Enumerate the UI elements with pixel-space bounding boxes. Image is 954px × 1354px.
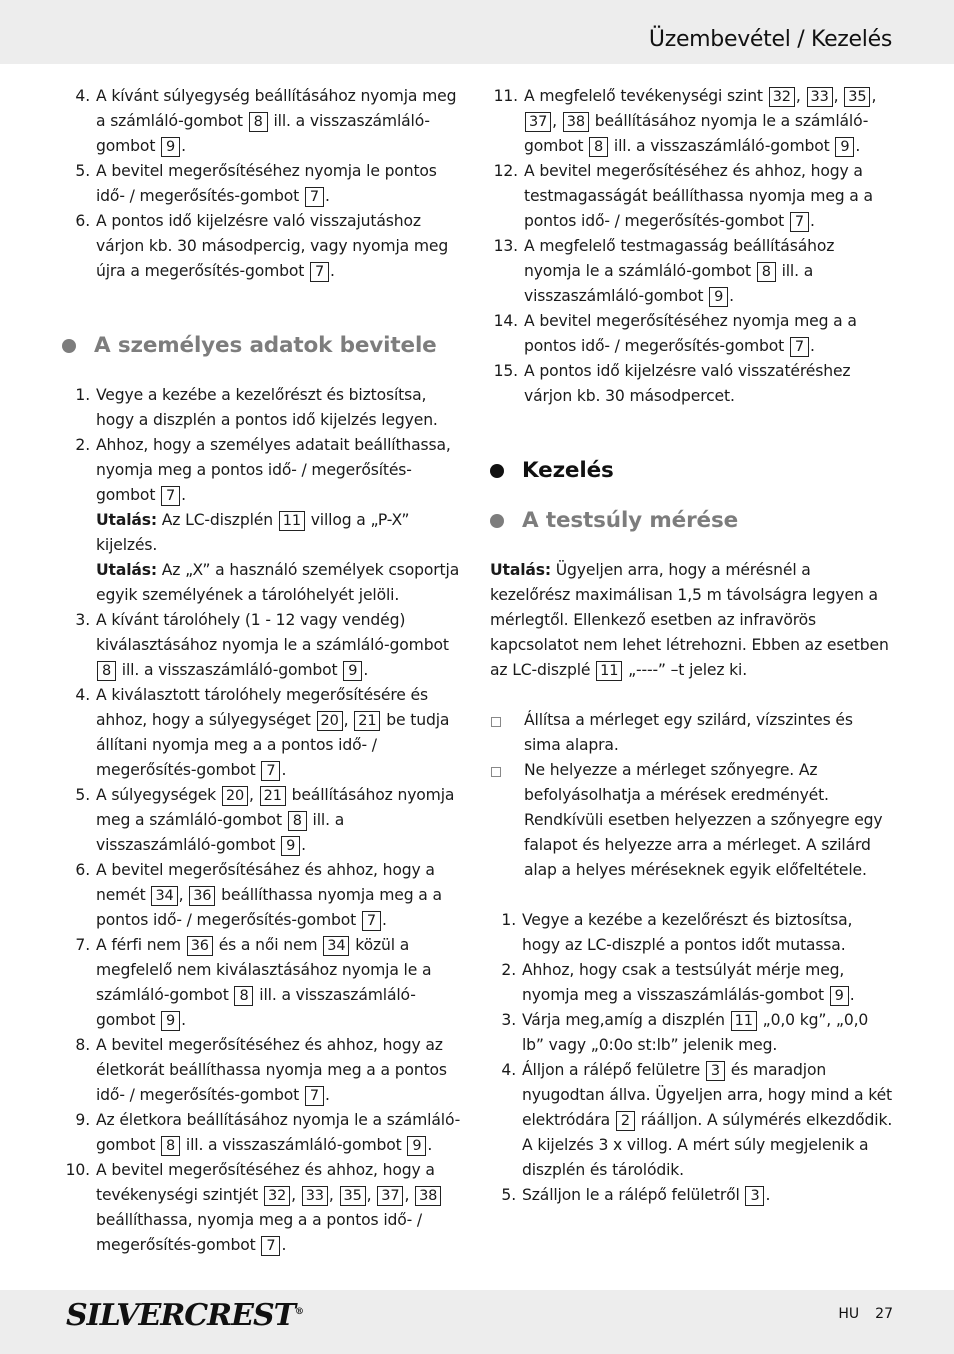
part-number-box: 32 [769, 87, 795, 107]
part-number-box: 38 [415, 1186, 441, 1206]
text-run: Az „X” a használó személyek csoportja egyik személyének a tárolóhelyét jelöli. [96, 561, 460, 604]
text-run: A pontos idő kijelzésre való visszatéréshez várjon kb. 30 másodpercet. [524, 362, 851, 405]
text-run: közül a megfelelő nem kiválasztásához nyomja le a számláló-gombot [96, 936, 432, 1004]
text-run: A kiválasztott tárolóhely megerősítésére és ahhoz, hogy a súlyegységet [96, 686, 428, 729]
text-run: villog a „P-X” kijelzés. [96, 511, 410, 554]
list-item [490, 159, 894, 234]
part-number-box: 21 [354, 711, 380, 731]
item-number: 5. [501, 1186, 516, 1204]
text-run: . [809, 337, 815, 355]
text-run: ill. a visszaszámláló-gombot [96, 811, 345, 854]
personal-data-steps [62, 383, 468, 1258]
list-item [62, 159, 468, 209]
section-heading-personal-data [62, 332, 468, 360]
item-text [96, 159, 468, 209]
steps-list-continued [62, 84, 468, 284]
page-title: Üzembevétel / Kezelés [648, 27, 892, 52]
part-number-box: 8 [97, 661, 116, 681]
text-run: beállításához nyomja meg a számláló-gombot [96, 786, 455, 829]
text-run: A pontos idő kijelzésre való visszajutáshoz várjon kb. 30 másodpercig, vagy nyomja meg újra a megerősítés-gombot [96, 212, 449, 280]
item-number: 13. [493, 237, 518, 255]
text-run: A férfi nem [96, 936, 186, 954]
list-item [62, 433, 468, 608]
text-run: A bevitel megerősítéséhez és ahhoz, hogy a testmagasságát beállíthassa nyomja meg a a pontos idő- / megerősítés-gombot [524, 162, 873, 230]
text-run: . [281, 1236, 287, 1254]
brand-text: SILVERCREST [66, 1298, 295, 1333]
text-run: , [833, 87, 844, 105]
text-run: Szálljon le a rálépő felületről [522, 1186, 745, 1204]
part-number-box: 7 [261, 1236, 280, 1256]
item-text [524, 309, 894, 359]
text-run: . [181, 486, 186, 504]
text-run: , [871, 87, 877, 105]
measurement-note [490, 558, 894, 683]
list-item [62, 783, 468, 858]
square-bullet-icon [490, 758, 524, 883]
part-number-box: 7 [305, 187, 324, 207]
text-run: Várja meg,amíg a diszplén [522, 1011, 730, 1029]
text-run: ill. a visszaszámláló-gombot [117, 661, 343, 679]
part-number-box: 35 [844, 87, 870, 107]
item-text [96, 84, 468, 159]
item-number: 14. [493, 312, 518, 330]
item-number: 3. [501, 1011, 516, 1029]
item-text [522, 908, 894, 958]
item-text [96, 1108, 468, 1158]
part-number-box: 7 [305, 1086, 324, 1106]
item-number: 4. [75, 686, 90, 704]
text-run: beállításához nyomja le a számláló-gombot [524, 112, 869, 155]
part-number-box: 9 [830, 986, 849, 1006]
text-run: Álljon a rálépő felületre [522, 1061, 705, 1079]
part-number-box: 34 [151, 886, 177, 906]
text-run: . [855, 137, 861, 155]
text-run: . [324, 187, 330, 205]
part-number-box: 2 [616, 1111, 635, 1131]
part-number-box: 38 [563, 112, 589, 132]
list-item [62, 383, 468, 433]
text-run: . [363, 661, 369, 679]
list-item [62, 1158, 468, 1258]
part-number-box: 7 [790, 212, 809, 232]
part-number-box: 9 [343, 661, 362, 681]
heading-text: A testsúly mérése [522, 508, 739, 533]
item-text [524, 84, 894, 159]
text-run: . [301, 836, 306, 854]
heading-text: A személyes adatok bevitele [94, 333, 437, 358]
list-item [490, 234, 894, 309]
list-item [62, 84, 468, 159]
text-run: Ahhoz, hogy a személyes adatait beállíthassa, nyomja meg a pontos idő- / megerősítés-gombot [96, 436, 451, 504]
text-run: A bevitel megerősítéséhez és ahhoz, hogy az életkorát beállíthassa nyomja meg a a pontos idő- / megerősítés-gombot [96, 1036, 447, 1104]
bullet-text: Ne helyezze a mérleget szőnyegre. Az befolyásolhatja a mérések eredményét. Rendkívüli esetben helyezzen a szőnyegre egy falapot és helyezze arra a mérleget. A szilárd alap a helyes méréseknek egyik előfeltétele. [524, 761, 883, 879]
part-number-box: 3 [745, 1186, 764, 1206]
item-number: 12. [493, 162, 518, 180]
part-number-box: 7 [790, 337, 809, 357]
item-text [524, 234, 894, 309]
part-number-box: 11 [731, 1011, 757, 1031]
text-run: Vegye a kezébe a kezelőrészt és biztosítsa, hogy az LC-diszplé a pontos időt mutassa. [522, 911, 853, 954]
part-number-box: 9 [407, 1136, 426, 1156]
list-item [490, 309, 894, 359]
item-text [96, 608, 468, 683]
page-info [822, 1306, 893, 1322]
text-run: , [366, 1186, 377, 1204]
text-run: . [849, 986, 855, 1004]
item-number: 15. [493, 362, 518, 380]
item-number: 7. [75, 936, 90, 954]
placement-bullets [490, 708, 894, 883]
part-number-box: 36 [187, 936, 213, 956]
text-run: ill. a visszaszámláló-gombot [96, 112, 430, 155]
part-number-box: 3 [706, 1061, 725, 1081]
text-run: „----” –t jelez ki. [623, 661, 748, 679]
section-heading-operation [490, 457, 894, 485]
note-label: Utalás: [490, 561, 551, 579]
text-run: A súlyegységek [96, 786, 221, 804]
list-item [62, 933, 468, 1033]
part-number-box: 8 [288, 811, 307, 831]
part-number-box: 33 [807, 87, 833, 107]
item-number: 10. [65, 1161, 90, 1179]
item-number: 6. [75, 861, 90, 879]
part-number-box: 20 [317, 711, 343, 731]
list-item [62, 858, 468, 933]
text-run: A bevitel megerősítéséhez nyomja meg a a pontos idő- / megerősítés-gombot [524, 312, 857, 355]
page-number: 27 [875, 1306, 893, 1322]
part-number-box: 8 [234, 986, 253, 1006]
text-run: Az életkora beállításához nyomja le a számláló-gombot [96, 1111, 461, 1154]
text-run: A bevitel megerősítésáhez és ahhoz, hogy a nemét [96, 861, 435, 904]
bullet-dot-icon [62, 339, 76, 353]
text-run: A kívánt tárolóhely (1 - 12 vagy vendég) kiválasztásához nyomja le a számláló-gombot [96, 611, 449, 654]
text-run: ill. a visszaszámláló-gombot [609, 137, 835, 155]
item-number: 4. [75, 87, 90, 105]
text-run: be tudja állítani nyomja meg a a pontos idő- / megerősítés-gombot [96, 711, 450, 779]
part-number-box: 37 [525, 112, 551, 132]
item-text [522, 1008, 894, 1058]
item-number: 6. [75, 212, 90, 230]
list-item [490, 1008, 894, 1058]
text-run: A megfelelő tevékenységi szint [524, 87, 768, 105]
text-run: A megfelelő testmagasság beállításához nyomja le a számláló-gombot [524, 237, 835, 280]
part-number-box: 36 [189, 886, 215, 906]
text-run: és a női nem [213, 936, 323, 954]
text-run: beállíthassa nyomja meg a a pontos idő- / megerősítés-gombot [96, 886, 442, 929]
left-column [62, 84, 468, 1258]
right-column [490, 84, 894, 1208]
text-run: ill. a visszaszámláló-gombot [96, 986, 416, 1029]
item-text [96, 383, 468, 433]
part-number-box: 20 [222, 786, 248, 806]
list-item [490, 708, 894, 758]
item-text [96, 683, 468, 783]
bullet-dot-icon [490, 464, 504, 478]
item-text [96, 783, 468, 858]
item-number: 4. [501, 1061, 516, 1079]
item-number: 11. [493, 87, 518, 105]
steps-list-continued-right [490, 84, 894, 409]
text-run: , [291, 1186, 301, 1204]
item-text [96, 1158, 468, 1258]
text-run: Az LC-diszplén [156, 511, 278, 529]
text-run: . [181, 137, 186, 155]
part-number-box: 7 [261, 761, 280, 781]
part-number-box: 35 [340, 1186, 366, 1206]
text-run: ill. a visszaszámláló-gombot [181, 1136, 407, 1154]
list-item [490, 359, 894, 409]
list-item [62, 209, 468, 284]
text-run: , [328, 1186, 339, 1204]
list-item [490, 1058, 894, 1183]
weight-measurement-steps [490, 908, 894, 1208]
part-number-box: 9 [161, 137, 180, 157]
item-text [522, 1058, 894, 1183]
item-number: 5. [75, 162, 90, 180]
square-bullet-icon [490, 708, 524, 758]
bullet-dot-icon [490, 514, 504, 528]
part-number-box: 37 [377, 1186, 403, 1206]
text-run: A bevitel megerősítéséhez és ahhoz, hogy a tevékenységi szintjét [96, 1161, 435, 1204]
text-run: beállíthassa, nyomja meg a a pontos idő- / megerősítés-gombot [96, 1211, 423, 1254]
part-number-box: 11 [279, 511, 305, 531]
item-number: 3. [75, 611, 90, 629]
page-header [0, 0, 954, 64]
section-heading-weight-measurement [490, 507, 894, 535]
item-text [524, 359, 894, 409]
item-text [522, 1183, 894, 1208]
language-code: HU [838, 1306, 860, 1322]
part-number-box: 32 [264, 1186, 290, 1206]
text-run: ráálljon. A súlymérés elkezdődik. A kijelzés 3 x villog. A mért súly megjelenik a diszplén és tárolódik. [522, 1111, 893, 1179]
item-number: 2. [75, 436, 90, 454]
text-run: . [281, 761, 287, 779]
list-item [490, 1183, 894, 1208]
item-text [96, 933, 468, 1033]
note-label: Utalás: [96, 561, 157, 579]
part-number-box: 9 [835, 137, 854, 157]
part-number-box: 9 [281, 836, 300, 856]
text-run: Vegye a kezébe a kezelőrészt és biztosítsa, hogy a diszplén a pontos idő kijelzés legyen. [96, 386, 438, 429]
part-number-box: 8 [589, 137, 608, 157]
item-text [96, 858, 468, 933]
list-item [490, 758, 894, 883]
item-text [522, 958, 894, 1008]
text-run: . [324, 1086, 330, 1104]
text-run: ill. a visszaszámláló-gombot [524, 262, 814, 305]
text-run: A kívánt súlyegység beállításához nyomja meg a számláló-gombot [96, 87, 457, 130]
text-run: , [249, 786, 259, 804]
item-number: 1. [75, 386, 90, 404]
silvercrest-logo: SILVERCREST® [66, 1298, 303, 1333]
text-run: Ahhoz, hogy csak a testsúlyát mérje meg, nyomja meg a visszaszámlálás-gombot [522, 961, 845, 1004]
list-item [490, 908, 894, 958]
text-run: , [552, 112, 562, 130]
text-run: . [765, 1186, 771, 1204]
text-run: , [404, 1186, 415, 1204]
item-text [96, 433, 468, 608]
text-run: . [330, 262, 335, 280]
item-text [96, 209, 468, 284]
item-text [524, 159, 894, 234]
list-item [62, 608, 468, 683]
text-run: , [343, 711, 354, 729]
text-run: A bevitel megerősítéséhez nyomja le pontos idő- / megerősítés-gombot [96, 162, 437, 205]
list-item [62, 1108, 468, 1158]
text-run: . [809, 212, 815, 230]
heading-text: Kezelés [522, 458, 614, 483]
item-number: 5. [75, 786, 90, 804]
text-run: Ügyeljen arra, hogy a mérésnél a kezelőrész maximálisan 1,5 m távolságra legyen a mérlegtől. Ellenkező esetben az infravörös kapcsolatot nem lehet létrehozni. Ebben az esetben az LC-diszplé [490, 561, 889, 679]
list-item [62, 1033, 468, 1108]
part-number-box: 8 [249, 112, 268, 132]
part-number-box: 33 [302, 1186, 328, 1206]
item-text [96, 1033, 468, 1108]
note-label: Utalás: [96, 511, 157, 529]
part-number-box: 11 [596, 661, 622, 681]
part-number-box: 7 [362, 911, 381, 931]
part-number-box: 21 [260, 786, 286, 806]
text-run: , [178, 886, 189, 904]
list-item [62, 683, 468, 783]
text-run: . [181, 1011, 186, 1029]
part-number-box: 9 [161, 1011, 180, 1031]
text-run: „0,0 kg”, „0,0 lb” vagy „0:0o st:lb” jelenik meg. [522, 1011, 869, 1054]
item-number: 8. [75, 1036, 90, 1054]
text-run: . [729, 287, 734, 305]
bullet-text: Állítsa a mérleget egy szilárd, vízszintes és sima alapra. [524, 711, 853, 754]
text-run: . [381, 911, 387, 929]
part-number-box: 8 [757, 262, 776, 282]
item-number: 1. [501, 911, 516, 929]
part-number-box: 34 [323, 936, 349, 956]
part-number-box: 7 [161, 486, 180, 506]
part-number-box: 7 [310, 262, 329, 282]
text-run: , [795, 87, 806, 105]
text-run: és maradjon nyugodtan állva. Ügyeljen arra, hogy mind a két elektródára [522, 1061, 892, 1129]
item-number: 2. [501, 961, 516, 979]
part-number-box: 8 [161, 1136, 180, 1156]
part-number-box: 9 [709, 287, 728, 307]
list-item [490, 958, 894, 1008]
list-item [490, 84, 894, 159]
item-number: 9. [75, 1111, 90, 1129]
text-run: . [427, 1136, 433, 1154]
